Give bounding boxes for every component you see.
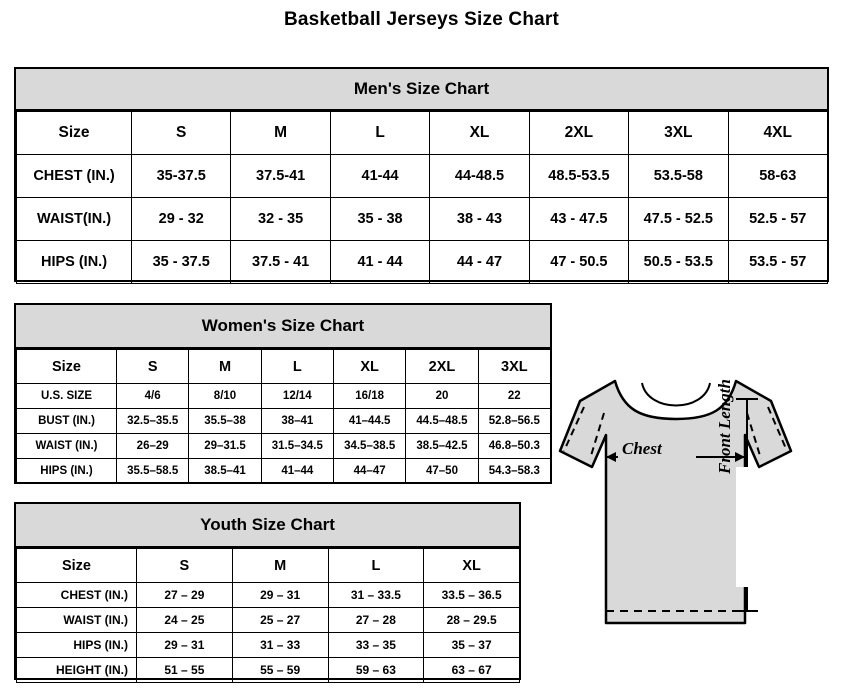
womens-cell: 41–44.5 — [333, 409, 405, 434]
mens-cell: 58-63 — [728, 155, 827, 198]
womens-cell: 26–29 — [117, 434, 189, 459]
youth-row-label: WAIST (IN.) — [17, 608, 137, 633]
mens-cell: 35 - 37.5 — [132, 241, 231, 284]
mens-cell: 47.5 - 52.5 — [629, 198, 728, 241]
mens-column-header: S — [132, 112, 231, 155]
womens-cell: 12/14 — [261, 384, 333, 409]
womens-column-header: Size — [17, 350, 117, 384]
womens-cell: 4/6 — [117, 384, 189, 409]
youth-cell: 31 – 33.5 — [328, 583, 424, 608]
youth-table-body — [17, 549, 520, 683]
youth-column-header: L — [328, 549, 424, 583]
womens-cell: 54.3–58.3 — [478, 459, 550, 484]
mens-row-label: HIPS (IN.) — [17, 241, 132, 284]
womens-row-label: U.S. SIZE — [17, 384, 117, 409]
womens-cell: 41–44 — [261, 459, 333, 484]
mens-column-header: 4XL — [728, 112, 827, 155]
front-length-label-backdrop — [736, 467, 758, 587]
youth-cell: 29 – 31 — [232, 583, 328, 608]
table-row — [17, 384, 551, 409]
womens-cell: 22 — [478, 384, 550, 409]
womens-column-header: S — [117, 350, 189, 384]
mens-table-body — [17, 112, 828, 284]
page-title: Basketball Jerseys Size Chart — [283, 9, 560, 30]
mens-row-label: WAIST(IN.) — [17, 198, 132, 241]
mens-cell: 29 - 32 — [132, 198, 231, 241]
womens-cell: 32.5–35.5 — [117, 409, 189, 434]
womens-column-header: M — [189, 350, 261, 384]
mens-cell: 50.5 - 53.5 — [629, 241, 728, 284]
table-row — [17, 241, 828, 284]
womens-cell: 8/10 — [189, 384, 261, 409]
womens-cell: 29–31.5 — [189, 434, 261, 459]
womens-cell: 35.5–38 — [189, 409, 261, 434]
youth-cell: 28 – 29.5 — [424, 608, 520, 633]
mens-cell: 41-44 — [330, 155, 429, 198]
mens-column-header: 2XL — [529, 112, 628, 155]
mens-column-header: Size — [17, 112, 132, 155]
womens-column-header: L — [261, 350, 333, 384]
womens-row-label: WAIST (IN.) — [17, 434, 117, 459]
youth-size-table — [16, 548, 520, 683]
table-row — [17, 583, 520, 608]
jersey-measurement-diagram — [540, 339, 840, 679]
womens-cell: 38.5–42.5 — [406, 434, 478, 459]
mens-chart-band: Men's Size Chart — [16, 69, 827, 111]
mens-column-header: 3XL — [629, 112, 728, 155]
youth-cell: 51 – 55 — [137, 658, 233, 683]
chest-label: Chest — [622, 439, 662, 458]
womens-cell: 31.5–34.5 — [261, 434, 333, 459]
youth-column-header: XL — [424, 549, 520, 583]
womens-table-body — [17, 350, 551, 484]
mens-cell: 37.5 - 41 — [231, 241, 330, 284]
table-row — [17, 198, 828, 241]
youth-cell: 29 – 31 — [137, 633, 233, 658]
womens-row-label: BUST (IN.) — [17, 409, 117, 434]
jersey-outline-svg — [540, 339, 840, 679]
table-row — [17, 434, 551, 459]
youth-column-header: S — [137, 549, 233, 583]
womens-chart-band: Women's Size Chart — [16, 305, 550, 349]
table-row — [17, 459, 551, 484]
mens-cell: 35-37.5 — [132, 155, 231, 198]
youth-size-chart — [14, 502, 521, 680]
mens-column-header: XL — [430, 112, 529, 155]
womens-column-header: 3XL — [478, 350, 550, 384]
mens-cell: 32 - 35 — [231, 198, 330, 241]
youth-cell: 31 – 33 — [232, 633, 328, 658]
womens-cell: 16/18 — [333, 384, 405, 409]
mens-cell: 37.5-41 — [231, 155, 330, 198]
table-row — [17, 608, 520, 633]
mens-row-label: CHEST (IN.) — [17, 155, 132, 198]
womens-column-header: 2XL — [406, 350, 478, 384]
youth-header-row — [17, 549, 520, 583]
table-row — [17, 409, 551, 434]
mens-cell: 53.5-58 — [629, 155, 728, 198]
youth-cell: 25 – 27 — [232, 608, 328, 633]
youth-row-label: HEIGHT (IN.) — [17, 658, 137, 683]
youth-cell: 59 – 63 — [328, 658, 424, 683]
womens-cell: 34.5–38.5 — [333, 434, 405, 459]
mens-size-chart — [14, 67, 829, 282]
youth-cell: 24 – 25 — [137, 608, 233, 633]
table-row — [17, 155, 828, 198]
youth-cell: 27 – 28 — [328, 608, 424, 633]
womens-cell: 46.8–50.3 — [478, 434, 550, 459]
womens-size-table — [16, 349, 551, 484]
womens-cell: 44–47 — [333, 459, 405, 484]
womens-cell: 20 — [406, 384, 478, 409]
mens-size-table — [16, 111, 828, 284]
womens-header-row — [17, 350, 551, 384]
mens-cell: 53.5 - 57 — [728, 241, 827, 284]
youth-column-header: M — [232, 549, 328, 583]
youth-row-label: HIPS (IN.) — [17, 633, 137, 658]
mens-cell: 47 - 50.5 — [529, 241, 628, 284]
womens-cell: 38.5–41 — [189, 459, 261, 484]
youth-cell: 63 – 67 — [424, 658, 520, 683]
womens-size-chart — [14, 303, 552, 484]
womens-cell: 52.8–56.5 — [478, 409, 550, 434]
mens-cell: 35 - 38 — [330, 198, 429, 241]
youth-cell: 35 – 37 — [424, 633, 520, 658]
mens-cell: 52.5 - 57 — [728, 198, 827, 241]
mens-cell: 44 - 47 — [430, 241, 529, 284]
jersey-collar — [642, 383, 710, 406]
mens-cell: 44-48.5 — [430, 155, 529, 198]
mens-cell: 48.5-53.5 — [529, 155, 628, 198]
mens-column-header: M — [231, 112, 330, 155]
youth-chart-band: Youth Size Chart — [16, 504, 519, 548]
mens-column-header: L — [330, 112, 429, 155]
table-row — [17, 633, 520, 658]
womens-row-label: HIPS (IN.) — [17, 459, 117, 484]
youth-column-header: Size — [17, 549, 137, 583]
mens-cell: 43 - 47.5 — [529, 198, 628, 241]
youth-cell: 33 – 35 — [328, 633, 424, 658]
womens-cell: 38–41 — [261, 409, 333, 434]
mens-header-row — [17, 112, 828, 155]
mens-cell: 38 - 43 — [430, 198, 529, 241]
womens-cell: 47–50 — [406, 459, 478, 484]
youth-cell: 33.5 – 36.5 — [424, 583, 520, 608]
youth-cell: 27 – 29 — [137, 583, 233, 608]
womens-cell: 44.5–48.5 — [406, 409, 478, 434]
mens-cell: 41 - 44 — [330, 241, 429, 284]
front-length-label: Front Length — [715, 379, 734, 474]
womens-column-header: XL — [333, 350, 405, 384]
youth-cell: 55 – 59 — [232, 658, 328, 683]
youth-row-label: CHEST (IN.) — [17, 583, 137, 608]
womens-cell: 35.5–58.5 — [117, 459, 189, 484]
